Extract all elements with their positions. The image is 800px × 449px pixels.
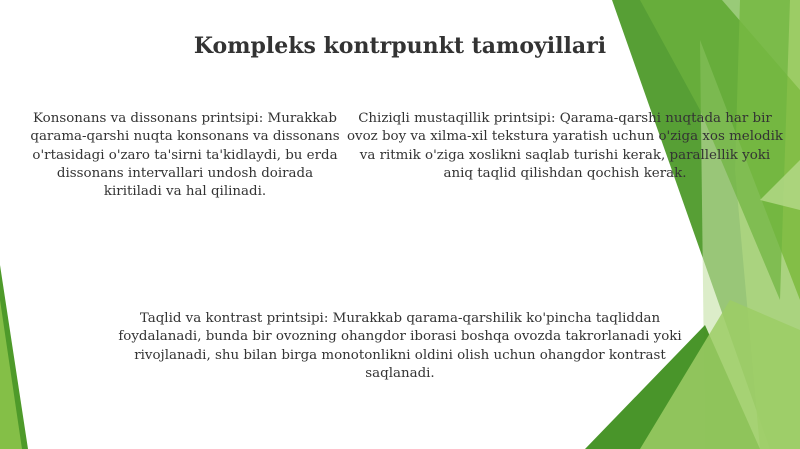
text-block-linear-independence: Chiziqli mustaqillik printsipi: Qarama-qarshi nuqtada har bir ovoz boy va xilma-xil tekstura yaratish uchun o'ziga xos melodik va ritmik o'ziga xoslikni saqlab turishi kerak, parallellik yoki aniq taqlid qilishdan qochish kerak.: [346, 111, 784, 181]
text-block-imitation-contrast: Taqlid va kontrast printsipi: Murakkab qarama-qarshilik ko'pincha taqliddan foydalanadi, bunda bir ovozning ohangdor iborasi boshqa ovozda takrorlanadi yoki rivojlanadi, shu bilan birga monotonlikni oldini olish uchun ohangdor kontrast saqlanadi.: [118, 311, 682, 381]
text-block-consonance: Konsonans va dissonans printsipi: Murakkab qarama-qarshi nuqta konsonans va dissonans o'rtasidagi o'zaro ta'sirni ta'kidlaydi, bu erda dissonans intervallari undosh doirada kiritiladi va hal qilinadi.: [30, 111, 340, 200]
slide-title: Kompleks kontrpunkt tamoyillari: [193, 33, 607, 59]
